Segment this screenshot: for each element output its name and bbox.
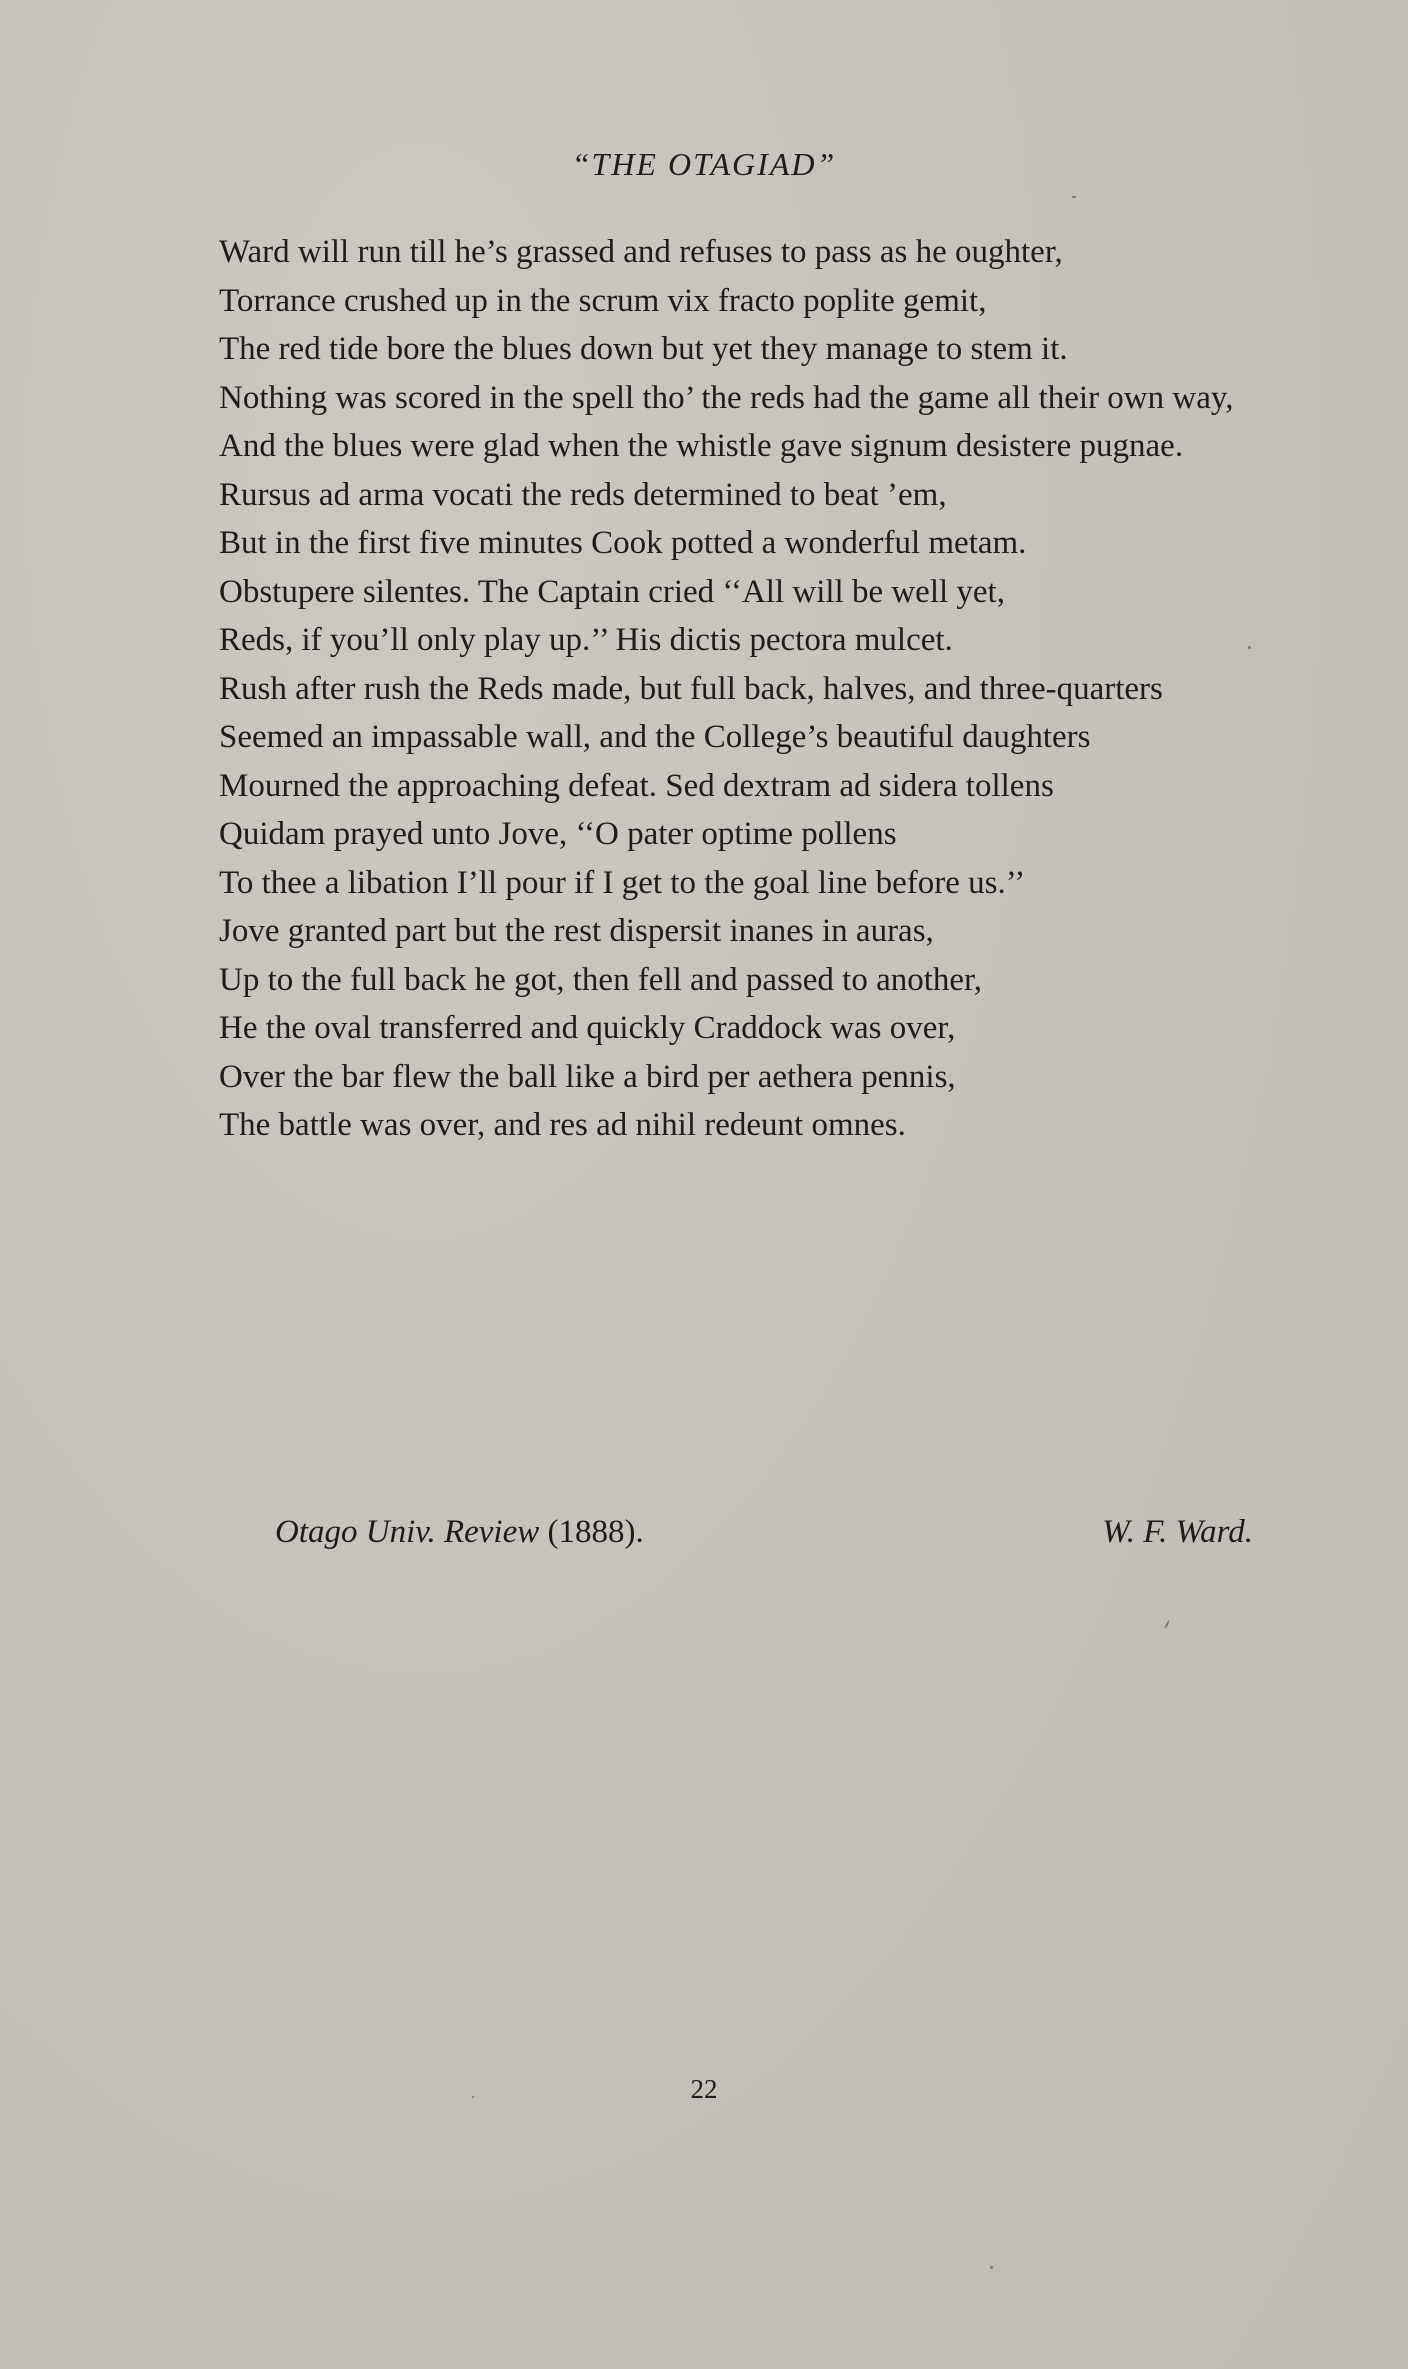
paper-speck [1164, 1620, 1170, 1629]
verse-line: Nothing was scored in the spell tho’ the reds had the game all their own way, [219, 379, 1234, 416]
verse-line: Jove granted part but the rest dispersit inanes in auras, [219, 913, 934, 949]
attribution-author: W. F. Ward. [1102, 1514, 1253, 1550]
verse-line: Reds, if you’ll only play up.’’ His dictis pectora mulcet. [219, 622, 953, 658]
source-title: Otago Univ. Review [275, 1514, 540, 1550]
verse-line: Up to the full back he got, then fell and passed to another, [219, 961, 982, 998]
running-head: “THE OTAGIAD” [571, 146, 837, 182]
verse-line: Over the bar flew the ball like a bird per aethera pennis, [219, 1058, 956, 1095]
verse-line: Obstupere silentes. The Captain cried ‘‘All will be well yet, [219, 573, 1005, 610]
paper-speck [472, 2096, 474, 2098]
verse-line: The red tide bore the blues down but yet they manage to stem it. [219, 331, 1068, 367]
verse-line: Rursus ad arma vocati the reds determined to beat ’em, [219, 476, 947, 513]
verse-line: He the oval transferred and quickly Craddock was over, [219, 1010, 956, 1046]
paper-speck [1072, 196, 1076, 198]
paper-speck [1248, 646, 1251, 649]
verse-line: But in the first five minutes Cook potted a wonderful metam. [219, 525, 1027, 561]
verse-line: And the blues were glad when the whistle gave signum desistere pugnae. [219, 428, 1184, 464]
verse-line: Torrance crushed up in the scrum vix fracto poplite gemit, [219, 282, 987, 319]
verse-line: The battle was over, and res ad nihil redeunt omnes. [219, 1107, 906, 1143]
verse-line: Quidam prayed unto Jove, ‘‘O pater optime pollens [219, 816, 897, 852]
verse-line: To thee a libation I’ll pour if I get to the goal line before us.’’ [219, 864, 1026, 901]
paper-speck [990, 2266, 993, 2269]
attribution [275, 1514, 1253, 1551]
page-number: 22 [690, 2074, 718, 2104]
source-year: (1888). [547, 1514, 644, 1550]
attribution-source [275, 1514, 644, 1551]
verse-line: Rush after rush the Reds made, but full back, halves, and three-quarters [219, 670, 1163, 707]
verse-line: Ward will run till he’s grassed and refuses to pass as he oughter, [219, 234, 1063, 270]
verse-line: Mourned the approaching defeat. Sed dextram ad sidera tollens [219, 767, 1054, 804]
verse-line: Seemed an impassable wall, and the College’s beautiful daughters [219, 719, 1091, 755]
poem-body [219, 228, 1337, 1150]
